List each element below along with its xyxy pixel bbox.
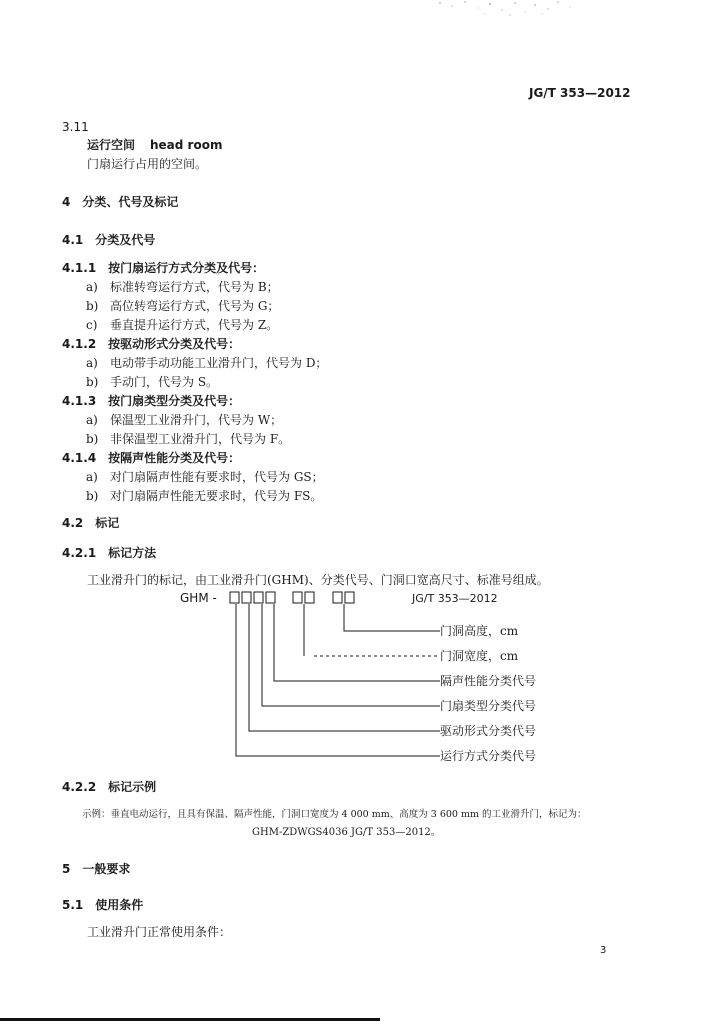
clause-4-1-4-heading: 4.1.4 按隔声性能分类及代号： [62, 451, 241, 465]
clause-4-1-3-heading: 4.1.3 按门扇类型分类及代号： [62, 394, 241, 408]
section-5-1-heading: 5.1 使用条件 [62, 898, 144, 912]
list-marker: a) [86, 356, 98, 370]
list-item: 对门扇隔声性能无要求时，代号为 FS。 [110, 489, 323, 503]
list-marker: a) [86, 470, 98, 484]
list-marker: a) [86, 280, 98, 294]
list-item: 垂直提升运行方式，代号为 Z。 [110, 318, 279, 332]
list-item: 对门扇隔声性能有要求时，代号为 GS； [110, 470, 324, 484]
clause-3-11-number: 3.11 [62, 120, 89, 134]
diagram-label-sound-insulation: 隔声性能分类代号 [440, 674, 537, 688]
list-marker: c) [86, 318, 98, 332]
code-box [242, 592, 251, 603]
diagram-label-door-width: 门洞宽度，cm [440, 649, 519, 663]
page-number: 3 [600, 945, 607, 956]
section-5-heading: 5 一般要求 [62, 862, 131, 876]
code-box [305, 592, 314, 603]
diagram-label-door-height: 门洞高度，cm [440, 624, 519, 638]
code-box [266, 592, 275, 603]
code-box [293, 592, 302, 603]
leader-lines [236, 604, 440, 756]
clause-4-1-2-heading: 4.1.2 按驱动形式分类及代号： [62, 337, 241, 351]
code-box [230, 592, 239, 603]
scan-edge [0, 1018, 380, 1021]
list-marker: b) [86, 489, 99, 503]
list-item: 手动门，代号为 S。 [110, 375, 219, 389]
standard-code-header: JG/T 353—2012 [529, 86, 631, 100]
marking-example-text: 示例：垂直电动运行，且具有保温、隔声性能，门洞口宽度为 4 000 mm、高度为 3 600 mm 的工业滑升门，标记为： [82, 809, 587, 820]
code-box [254, 592, 263, 603]
term-cn: 运行空间 [87, 138, 136, 152]
list-item: 保温型工业滑升门，代号为 W； [110, 413, 283, 427]
diagram-standard: JG/T 353—2012 [412, 592, 498, 605]
clause-4-1-1-heading: 4.1.1 按门扇运行方式分类及代号： [62, 261, 265, 275]
code-box [345, 592, 354, 603]
term-en: head room [150, 138, 223, 152]
usage-conditions-text: 工业滑升门正常使用条件： [87, 925, 232, 939]
clause-4-2-2-heading: 4.2.2 标记示例 [62, 780, 157, 794]
list-marker: a) [86, 413, 98, 427]
list-marker: b) [86, 375, 99, 389]
list-item: 非保温型工业滑升门，代号为 F。 [110, 432, 291, 446]
marking-method-intro: 工业滑升门的标记，由工业滑升门(GHM)、分类代号、门洞口宽高尺寸、标准号组成。 [87, 573, 549, 587]
section-4-1-heading: 4.1 分类及代号 [62, 233, 156, 247]
list-item: 电动带手动功能工业滑升门，代号为 D； [110, 356, 328, 370]
list-item: 高位转弯运行方式，代号为 G； [110, 299, 280, 313]
diagram-label-operation-mode: 运行方式分类代号 [440, 749, 537, 763]
section-4-heading: 4 分类、代号及标记 [62, 195, 179, 209]
diagram-label-drive-type: 驱动形式分类代号 [440, 724, 537, 738]
term-definition: 门扇运行占用的空间。 [87, 157, 208, 171]
list-item: 标准转弯运行方式，代号为 B； [110, 280, 279, 294]
diagram-prefix: GHM - [180, 591, 217, 605]
section-4-2-heading: 4.2 标记 [62, 516, 120, 530]
code-box [333, 592, 342, 603]
marking-example-code: GHM-ZDWGS4036 JG/T 353—2012。 [252, 827, 441, 838]
list-marker: b) [86, 432, 99, 446]
clause-4-2-1-heading: 4.2.1 标记方法 [62, 546, 157, 560]
list-marker: b) [86, 299, 99, 313]
diagram-label-leaf-type: 门扇类型分类代号 [440, 699, 537, 713]
